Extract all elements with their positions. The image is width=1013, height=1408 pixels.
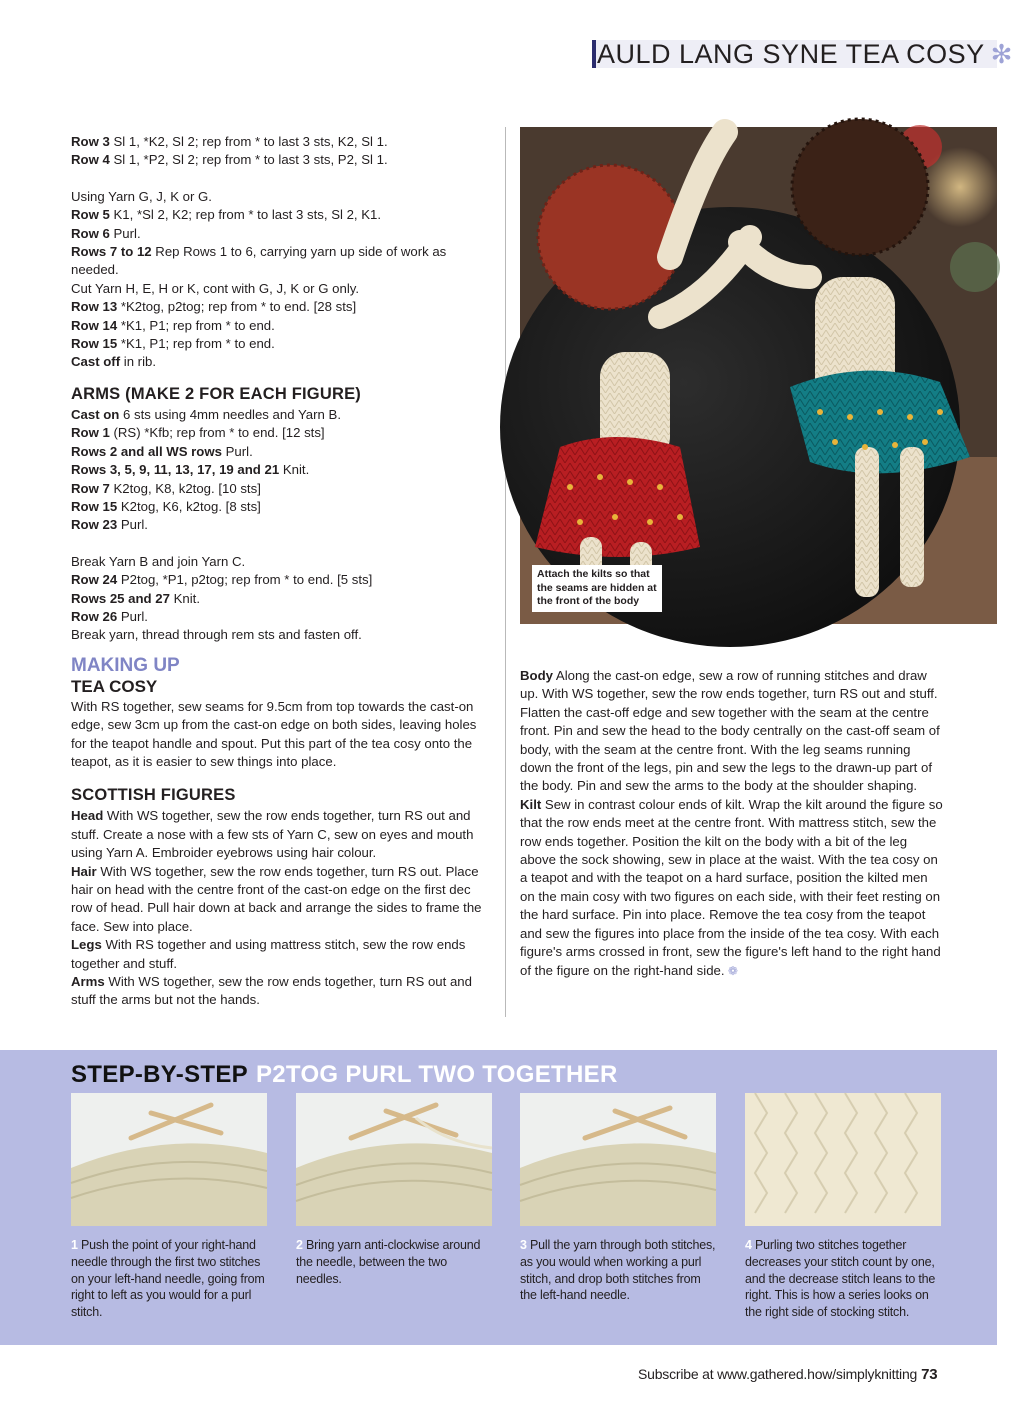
arms-row-label: Row 7 (71, 480, 110, 496)
pattern-row-text: Sl 1, *K2, Sl 2; rep from * to last 3 sts, K2, Sl 1. (109, 134, 388, 149)
arms-row-text: (RS) *Kfb; rep from * to end. [12 sts] (109, 425, 325, 441)
pattern-row-label: Row 5 (71, 207, 110, 223)
figure-instruction-text: With WS together, sew the row ends together, turn RS out and stuff. Create a nose with a few sts of Yarn C, sew on eyes and mouth using Yarn A. Embroider eyebrows using hair colour. (71, 808, 474, 861)
step-4-description: Purling two stitches together decreases your stitch count by one, and the decrease stitch leans to the right. This is how a series looks on the right side of stocking stitch. (745, 1238, 936, 1320)
arms-row-item (71, 608, 494, 626)
pattern-row-item (71, 298, 494, 316)
arms-row-label: Row 26 (71, 608, 118, 624)
assembly-instruction-text: Along the cast-on edge, sew a row of running stitches and draw up. With WS together, sew the row ends together, turn RS out and stuff. Flatten the cast-off edge and sew together with the seam at the centre front. Pin and sew the head to the body centrally on the cast-off seam of body, with the seam at the centre front. With the leg seams running down the front of the legs, pin and sew the legs to the drawn-up part of the body. Pin and sew the arms to the body at the shoulder shaping. (520, 668, 940, 794)
pattern-row-label: Row 14 (71, 317, 118, 333)
arms-row-item (71, 516, 494, 534)
arms-row-item (71, 626, 494, 644)
figure-instruction-label: Head (71, 808, 104, 824)
arms-row-label: Row 15 (71, 498, 118, 514)
pattern-row-item (71, 206, 494, 224)
pattern-row-label: Row 4 (71, 152, 110, 168)
pattern-row-label: Cast off (71, 354, 121, 370)
yarn-intro: Using Yarn G, J, K or G. (71, 188, 212, 204)
photo-illustration (520, 127, 997, 624)
footer (638, 1366, 937, 1383)
arms-row-text: Purl. (117, 608, 148, 624)
step-4-image (745, 1093, 941, 1226)
pattern-row-text: Rep Rows 1 to 6, carrying yarn up side of work as needed. (71, 244, 447, 278)
arms-row-text: 6 sts using 4mm needles and Yarn B. (119, 406, 341, 422)
arms-row-text: Purl. (117, 517, 148, 533)
figure-instruction-item (71, 936, 494, 973)
figure-instruction-text: With WS together, sew the row ends together, turn RS out. Place hair on head with the centre front of the cast-on edge on the first dec row of head. Pull hair down at back and arrange the sides to frame the face. Sew into place. (71, 863, 482, 934)
pattern-row-item (71, 335, 494, 353)
figure-instruction-label: Hair (71, 863, 97, 879)
assembly-instruction-item (520, 796, 944, 980)
figure-instruction-label: Arms (71, 974, 105, 990)
step-by-step-title (71, 1060, 618, 1090)
arms-row-text: K2tog, K6, k2tog. [8 sts] (117, 498, 261, 514)
page-title (597, 38, 1013, 70)
figure-instruction-text: With RS together and using mattress stitch, sew the row ends together and stuff. (71, 937, 466, 971)
figure-instruction-item (71, 973, 494, 1010)
making-up-heading: MAKING UP (71, 654, 180, 676)
assembly-instruction-label: Kilt (520, 796, 542, 812)
column-divider (505, 127, 506, 1017)
assembly-instruction-label: Body (520, 668, 553, 683)
step-2-image (296, 1093, 492, 1226)
arms-row-text: P2tog, *P1, p2tog; rep from * to end. [5 sts] (117, 572, 373, 588)
arms-row-text: Purl. (221, 443, 253, 459)
tea-cosy-heading: TEA COSY (71, 676, 158, 696)
step-1-description: Push the point of your right-hand needle through the first two stitches on your left-hand needle, going from right to left as you would for a purl stitch. (71, 1238, 265, 1320)
pattern-row-text: *K1, P1; rep from * to end. (117, 336, 275, 352)
arms-heading: ARMS (MAKE 2 FOR EACH FIGURE) (71, 384, 361, 403)
arms-rows-2 (71, 571, 494, 645)
arms-yarn-intro: Break Yarn B and join Yarn C. (71, 553, 246, 569)
left-column (71, 133, 494, 1010)
pattern-row-label: Row 3 (71, 134, 110, 149)
arms-row-label: Rows 25 and 27 (71, 590, 170, 606)
pattern-row-text: *K2tog, p2tog; rep from * to end. [28 sts] (117, 299, 357, 315)
arms-row-label: Row 23 (71, 517, 118, 533)
arms-row-item (71, 480, 494, 498)
step-4-text (745, 1237, 945, 1321)
step-4-number: 4 (745, 1238, 752, 1252)
arms-row-text: Knit. (279, 462, 310, 478)
pattern-row-text: Sl 1, *P2, Sl 2; rep from * to last 3 sts, P2, Sl 1. (109, 152, 388, 168)
pattern-row-text: in rib. (120, 354, 157, 370)
step-1-text (71, 1237, 271, 1321)
figures-instructions (71, 807, 494, 1009)
pattern-row-item (71, 317, 494, 335)
arms-row-label: Row 24 (71, 572, 118, 588)
step-2-description: Bring yarn anti-clockwise around the needle, between the two needles. (296, 1238, 481, 1286)
scottish-figures-heading: SCOTTISH FIGURES (71, 786, 236, 805)
arms-row-item (71, 424, 494, 442)
pattern-row-label: Rows 7 to 12 (71, 244, 152, 260)
pattern-row-text: Cut Yarn H, E, H or K, cont with G, J, K or G only. (71, 280, 360, 296)
knitted-figures-photo (520, 127, 997, 624)
figure-instruction-label: Legs (71, 937, 102, 953)
arms-row-item (71, 443, 494, 461)
step-1-number: 1 (71, 1238, 78, 1252)
arms-row-text: Break yarn, thread through rem sts and fasten off. (71, 627, 362, 643)
figure-instruction-item (71, 807, 494, 862)
pattern-row-item (71, 353, 494, 371)
step-3-text (520, 1237, 718, 1304)
pattern-row-text: K1, *Sl 2, K2; rep from * to last 3 sts, Sl 2, K1. (109, 207, 382, 223)
step-3-description: Pull the yarn through both stitches, as you would when working a purl stitch, and drop both stitches from the left-hand needle. (520, 1238, 716, 1303)
pattern-row-item (71, 133, 494, 151)
pattern-row-label: Row 15 (71, 336, 118, 352)
body-kilt-instructions (520, 667, 944, 980)
page-title-text: AULD LANG SYNE TEA COSY (597, 39, 985, 69)
end-mark-icon: ❁ (724, 963, 738, 978)
pattern-rows-block-2 (71, 206, 494, 372)
figure-instruction-text: With WS together, sew the row ends together, turn RS out and stuff the arms but not the hands. (71, 974, 472, 1008)
arms-row-label: Cast on (71, 406, 120, 422)
arms-row-text: Knit. (169, 590, 201, 606)
photo-caption: Attach the kilts so that the seams are hidden at the front of the body (532, 565, 662, 612)
figure-instruction-item (71, 863, 494, 937)
step-by-step-label: STEP-BY-STEP (71, 1061, 248, 1088)
pattern-row-item (71, 151, 494, 169)
arms-row-label: Rows 2 and all WS rows (71, 443, 222, 459)
arms-row-item (71, 461, 494, 479)
step-3-image (520, 1093, 716, 1226)
pattern-row-text: *K1, P1; rep from * to end. (117, 317, 275, 333)
pattern-rows-block-1 (71, 133, 494, 170)
technique-title: P2TOG PURL TWO TOGETHER (255, 1061, 618, 1088)
right-column (520, 667, 944, 980)
step-2-text (296, 1237, 492, 1287)
pattern-row-item (71, 225, 494, 243)
arms-row-item (71, 498, 494, 516)
pattern-row-label: Row 13 (71, 299, 118, 315)
assembly-instruction-item (520, 667, 944, 796)
step-1-image (71, 1093, 267, 1226)
arms-row-label: Row 1 (71, 425, 110, 441)
pattern-row-item (71, 280, 494, 298)
arms-row-item (71, 571, 494, 589)
pattern-row-item (71, 243, 494, 280)
arms-row-text: K2tog, K8, k2tog. [10 sts] (109, 480, 261, 496)
assembly-instruction-text: Sew in contrast colour ends of kilt. Wrap the kilt around the figure so that the row ends meet at the centre front. With mattress stitch, sew the row ends together. Position the kilt on the body with a bit of the leg above the sock showing, sew in place at the waist. With the tea cosy on a teapot and with the teapot on a hard surface, position the kilted men on the main cosy with two figures on each side, with their feet resting on the hard surface. Pin into place. Remove the tea cosy from the teapot and sew the figures into place from the inside of the tea cosy. With each figure's arms crossed in front, sew the figure's left hand to the right hand of the figure on the right-hand side. (520, 796, 943, 978)
tea-cosy-text: With RS together, sew seams for 9.5cm from top towards the cast-on edge, sew 3cm up from the cast-on edge on both sides, leaving holes for the teapot handle and spout. Put this part of the tea cosy onto the teapot, as it is easier to sew things into place. (71, 698, 477, 769)
arms-rows (71, 406, 494, 535)
page-number: 73 (921, 1366, 938, 1383)
pattern-row-text: Purl. (109, 225, 141, 241)
step-3-number: 3 (520, 1238, 527, 1252)
subscribe-link[interactable]: Subscribe at www.gathered.how/simplyknitting (638, 1366, 918, 1382)
step-2-number: 2 (296, 1238, 303, 1252)
snowflake-icon: ✻ (990, 39, 1013, 69)
arms-row-item (71, 590, 494, 608)
arms-row-item (71, 406, 494, 424)
pattern-row-label: Row 6 (71, 225, 110, 241)
arms-row-label: Rows 3, 5, 9, 11, 13, 17, 19 and 21 (71, 462, 280, 478)
